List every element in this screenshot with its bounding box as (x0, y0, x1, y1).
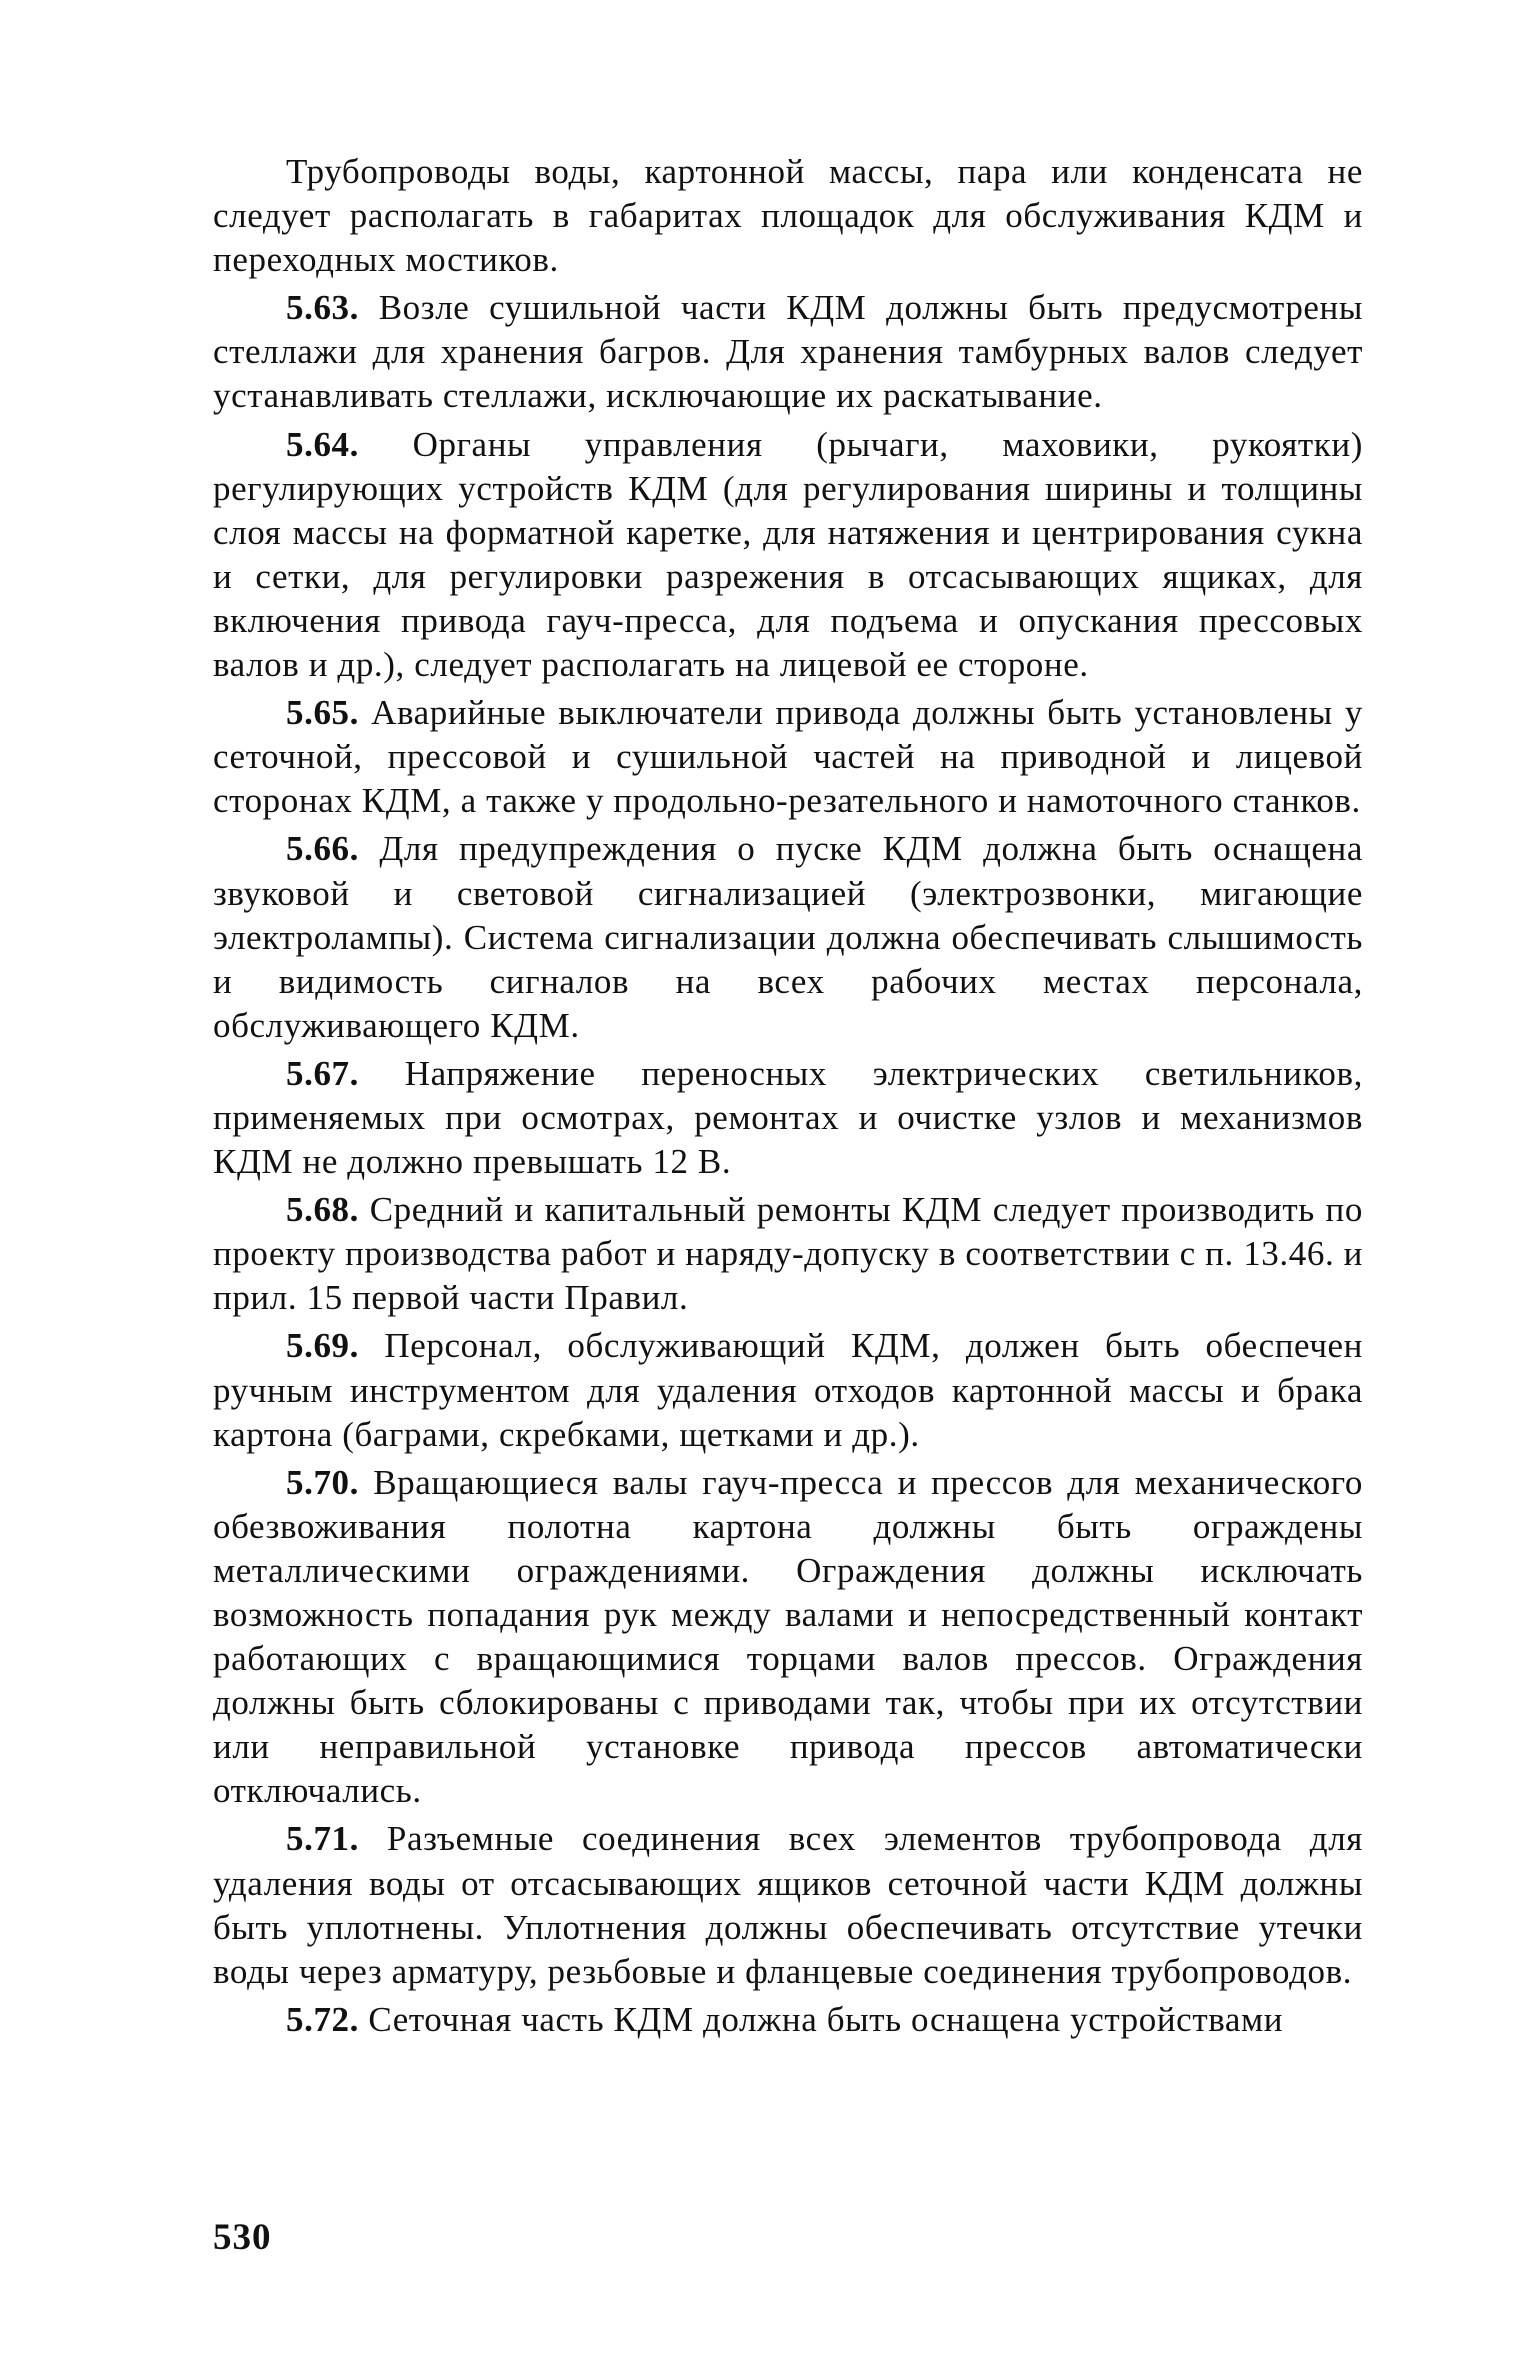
intro-text: Трубопроводы воды, картонной массы, пара или конденсата не следует располагать в габаритах площадок для обслуживания КДМ и переходных мостиков. (213, 152, 1363, 280)
paragraph-5-64 (213, 423, 1363, 688)
document-page (213, 150, 1363, 2042)
paragraph-5-65 (213, 691, 1363, 823)
paragraph-text: Вращающиеся валы гауч-пресса и прессов для механического обезвоживания полотна картона должны быть ограждены металлическими ограждениями. Ограждения должны исключать возможность попадания рук между валами и непосредственный контакт работающих с вращающимися торцами валов прессов. Ограждения должны быть сблокированы с приводами так, чтобы при их отсутствии или неправильной установке привода прессов автоматически отключались. (213, 1462, 1363, 1811)
paragraph-text: Напряжение переносных электрических светильников, применяемых при осмотрах, ремонтах и очистке узлов и механизмов КДМ не должно превышать 12 В. (213, 1053, 1363, 1182)
paragraph-number: 5.69. (286, 1326, 359, 1366)
paragraph-5-68 (213, 1188, 1363, 1320)
page-number: 530 (213, 2217, 272, 2258)
paragraph-5-66 (213, 827, 1363, 1047)
intro-paragraph (213, 150, 1363, 282)
paragraph-number: 5.71. (286, 1819, 359, 1859)
paragraph-number: 5.66. (286, 829, 359, 869)
paragraph-5-63 (213, 286, 1363, 418)
paragraph-text: Для предупреждения о пуске КДМ должна быть оснащена звуковой и световой сигнализацией (электрозвонки, мигающие электролампы). Система сигнализации должна обеспечивать слышимость и видимость сигналов на всех рабочих местах персонала, обслуживающего КДМ. (213, 829, 1363, 1045)
paragraph-number: 5.63. (286, 288, 359, 328)
paragraph-text: Персонал, обслуживающий КДМ, должен быть обеспечен ручным инструментом для удаления отходов картонной массы и брака картона (баграми, скребками, щетками и др.). (213, 1326, 1363, 1454)
paragraph-text: Аварийные выключатели привода должны быть установлены у сеточной, прессовой и сушильной частей на приводной и лицевой сторонах КДМ, а также у продольно-резательного и намоточного станков. (213, 693, 1363, 821)
paragraph-number: 5.72. (286, 1999, 359, 2039)
paragraph-5-72 (213, 1998, 1363, 2042)
paragraph-text: Разъемные соединения всех элементов трубопровода для удаления воды от отсасывающих ящиков сеточной части КДМ должны быть уплотнены. Уплотнения должны обеспечивать отсутствие утечки воды через арматуру, резьбовые и фланцевые соединения трубопроводов. (213, 1819, 1363, 1991)
paragraph-text: Сеточная часть КДМ должна быть оснащена устройствами (368, 1999, 1284, 2039)
paragraph-text: Средний и капитальный ремонты КДМ следует производить по проекту производства работ и наряду-допуску в соответствии с п. 13.46. и прил. 15 первой части Правил. (213, 1190, 1363, 1318)
paragraph-5-71 (213, 1817, 1363, 1993)
paragraph-text: Возле сушильной части КДМ должны быть предусмотрены стеллажи для хранения багров. Для хранения тамбурных валов следует устанавливать стеллажи, исключающие их раскатывание. (213, 288, 1363, 416)
paragraph-number: 5.65. (286, 693, 359, 733)
paragraph-5-70 (213, 1461, 1363, 1814)
paragraph-5-69 (213, 1324, 1363, 1456)
paragraph-text: Органы управления (рычаги, маховики, рукоятки) регулирующих устройств КДМ (для регулирования ширины и толщины слоя массы на форматной каретке, для натяжения и центрирования сукна и сетки, для регулировки разрежения в отсасывающих ящиках, для включения привода гауч-пресса, для подъема и опускания прессовых валов и др.), следует располагать на лицевой ее стороне. (213, 424, 1363, 685)
paragraph-number: 5.70. (286, 1462, 359, 1502)
paragraph-5-67 (213, 1052, 1363, 1184)
paragraph-number: 5.67. (286, 1053, 359, 1093)
paragraph-number: 5.64. (286, 424, 359, 464)
paragraph-number: 5.68. (286, 1190, 359, 1230)
